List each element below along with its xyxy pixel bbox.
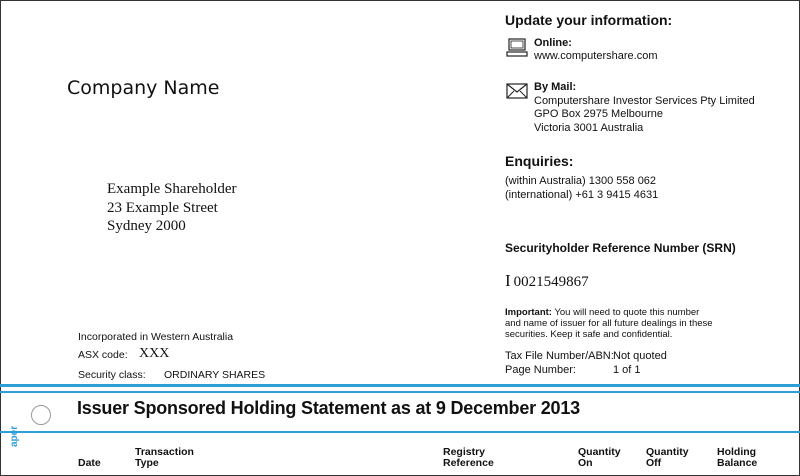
col-qon-line-1: Quantity: [578, 446, 621, 458]
incorporated-text: Incorporated in Western Australia: [78, 331, 234, 343]
computer-icon: [506, 38, 528, 58]
col-quantity-off: [646, 447, 689, 469]
tax-value: Not quoted: [613, 350, 667, 362]
envelope-icon: [506, 83, 528, 99]
blue-band-bottom: [0, 431, 800, 433]
mail-line-2: GPO Box 2975 Melbourne: [534, 108, 664, 120]
important-note: [505, 307, 713, 340]
shareholder-name: Example Shareholder: [107, 181, 237, 197]
shareholder-city: Sydney 2000: [107, 218, 186, 234]
col-date: Date: [78, 457, 101, 469]
col-transaction-line-1: Transaction: [135, 446, 194, 458]
important-line-3: securities. Keep it safe and confidential.: [505, 329, 673, 340]
srn-number: 0021549867: [513, 274, 589, 290]
blue-band-top: [0, 384, 800, 387]
important-line-1: You will need to quote this number: [554, 307, 700, 318]
col-registry-line-1: Registry: [443, 446, 486, 458]
enquiries-heading: Enquiries:: [505, 153, 574, 169]
col-qon-line-2: On: [578, 457, 593, 469]
update-heading: Update your information:: [505, 12, 673, 28]
col-transaction-type: [135, 447, 194, 469]
col-hold-line-1: Holding: [717, 446, 757, 458]
company-name: Company Name: [67, 77, 220, 99]
srn-prefix: I: [505, 271, 511, 290]
col-qoff-line-1: Quantity: [646, 446, 689, 458]
enquiries-australia: (within Australia) 1300 558 062: [505, 175, 657, 187]
punch-hole: [31, 405, 51, 425]
important-line-2: and name of issuer for all future dealings in these: [505, 318, 713, 329]
mail-label: By Mail:: [534, 81, 577, 93]
mail-line-1: Computershare Investor Services Pty Limited: [534, 95, 755, 107]
col-quantity-on: [578, 447, 621, 469]
side-margin-text: aper: [9, 425, 20, 447]
col-registry-reference: [443, 447, 494, 469]
col-holding-balance: [717, 447, 757, 469]
security-class-label: Security class:: [78, 369, 146, 381]
online-label: Online:: [534, 37, 572, 49]
col-qoff-line-2: Off: [646, 457, 662, 469]
asx-code-label: ASX code:: [78, 349, 128, 361]
statement-title: Issuer Sponsored Holding Statement as at 9 December 2013: [77, 398, 580, 418]
page-number-label: Page Number:: [505, 364, 576, 376]
col-hold-line-2: Balance: [717, 457, 758, 469]
srn-value: [505, 271, 589, 291]
col-registry-line-2: Reference: [443, 457, 494, 469]
page-number-value: 1 of 1: [613, 364, 641, 376]
important-label: Important:: [505, 307, 552, 318]
online-url: www.computershare.com: [534, 50, 658, 62]
enquiries-international: (international) +61 3 9415 4631: [505, 189, 659, 201]
blue-band-mid: [0, 391, 800, 393]
col-transaction-line-2: Type: [135, 457, 159, 469]
srn-label: Securityholder Reference Number (SRN): [505, 241, 736, 255]
security-class-value: ORDINARY SHARES: [164, 369, 266, 381]
tax-label: Tax File Number/ABN:: [505, 350, 614, 362]
asx-code-value: XXX: [139, 346, 170, 361]
shareholder-street: 23 Example Street: [107, 200, 218, 216]
mail-line-3: Victoria 3001 Australia: [534, 122, 644, 134]
